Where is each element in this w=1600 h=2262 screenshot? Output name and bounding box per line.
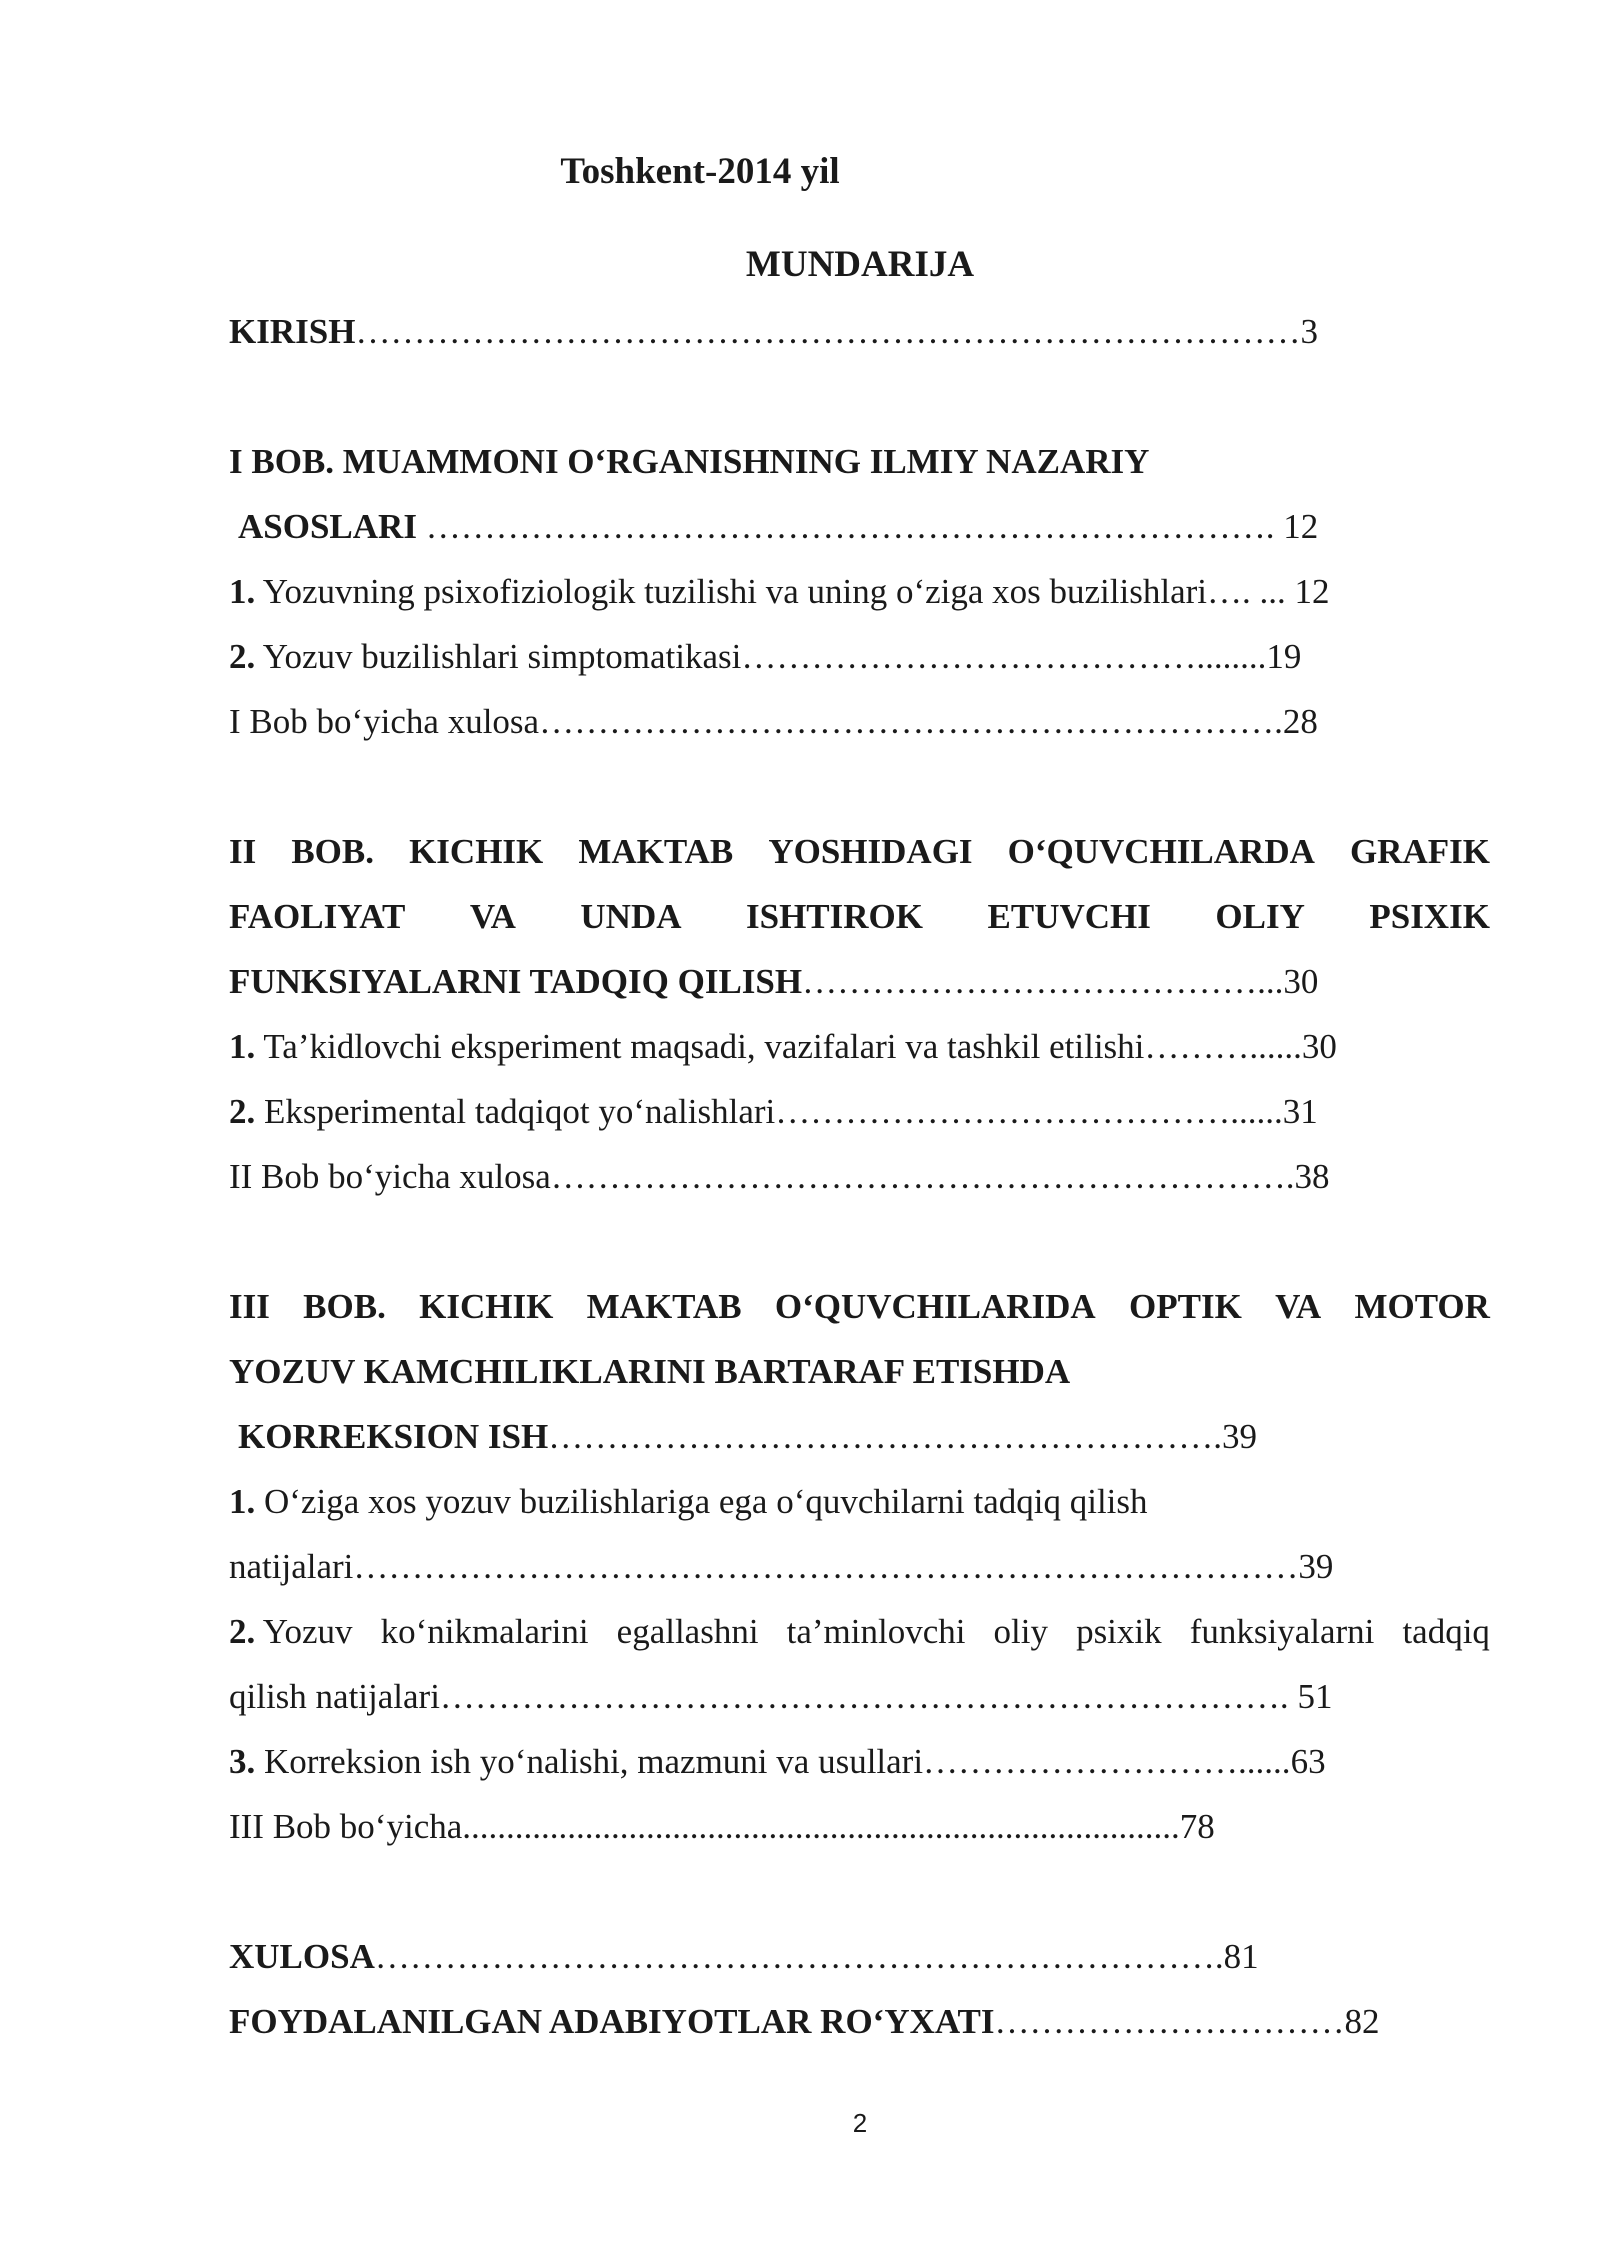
toc-entry-chapter1-summary[interactable] xyxy=(229,702,1318,742)
toc-chapter3-title-line2[interactable]: YOZUV KAMCHILIKLARINI BARTARAF ETISHDA xyxy=(229,1352,1071,1391)
toc-entry-label: KORREKSION ISH xyxy=(238,1417,549,1456)
title-word: MAKTAB xyxy=(586,1287,742,1326)
item-word: oliy xyxy=(993,1612,1048,1651)
toc-leader: ………………………………………………………………. xyxy=(416,507,1284,546)
toc-item-text: Ta’kidlovchi eksperiment maqsadi, vazifalari va tashkil etilishi………...... xyxy=(255,1027,1302,1066)
toc-item-number: 1. xyxy=(229,1482,256,1521)
toc-entry-3-3[interactable] xyxy=(229,1742,1326,1782)
toc-page-number: 82 xyxy=(1344,2002,1380,2041)
toc-entry-1-1[interactable] xyxy=(229,572,1329,612)
toc-entry-1-2[interactable] xyxy=(229,637,1301,677)
toc-entry-2-2[interactable] xyxy=(229,1092,1318,1132)
toc-item-text: Yozuv buzilishlari simptomatikasi…………………………………........ xyxy=(255,637,1267,676)
toc-entry-references[interactable] xyxy=(229,2002,1380,2042)
toc-item-number: 2. xyxy=(229,637,256,676)
toc-item-text: Eksperimental tadqiqot yo‘nalishlari…………………………………...... xyxy=(255,1092,1283,1131)
title-word: GRAFIK xyxy=(1349,832,1490,871)
toc-chapter2-title-line3[interactable] xyxy=(229,962,1318,1002)
title-word: O‘QUVCHILARDA xyxy=(1007,832,1315,871)
toc-item-text: Yozuvning psixofiziologik tuzilishi va uning o‘ziga xos buzilishlari…. ... xyxy=(255,572,1295,611)
toc-chapter2-title-line2[interactable] xyxy=(229,897,1490,937)
toc-entry-2-1[interactable] xyxy=(229,1027,1337,1067)
toc-item-number: 3. xyxy=(229,1742,256,1781)
title-word: YOSHIDAGI xyxy=(768,832,973,871)
toc-leader: ………………………………………………………………. xyxy=(374,1937,1224,1976)
toc-page-number: 81 xyxy=(1223,1937,1259,1976)
toc-item-number: 1. xyxy=(229,572,256,611)
toc-item-number: 2. xyxy=(229,1612,256,1651)
title-word: OPTIK xyxy=(1129,1287,1242,1326)
toc-item-text: O‘ziga xos yozuv buzilishlariga ega o‘quvchilarni tadqiq qilish xyxy=(255,1482,1148,1521)
toc-entry-intro[interactable] xyxy=(229,312,1318,352)
toc-item-text: I Bob bo‘yicha xulosa………………………………………………………. xyxy=(229,702,1283,741)
toc-chapter1-title-line2[interactable] xyxy=(238,507,1318,547)
title-word: O‘QUVCHILARIDA xyxy=(774,1287,1096,1326)
title-word: BOB. xyxy=(303,1287,386,1326)
title-word: MAKTAB xyxy=(578,832,734,871)
toc-entry-chapter2-summary[interactable] xyxy=(229,1157,1329,1197)
toc-page-number: 28 xyxy=(1282,702,1318,741)
toc-leader: …………………………………... xyxy=(802,962,1284,1001)
toc-page-number: 39 xyxy=(1298,1547,1334,1586)
item-word: tadqiq xyxy=(1402,1612,1490,1651)
title-word: FAOLIYAT xyxy=(229,897,406,936)
city-year-heading: Toshkent-2014 yil xyxy=(560,151,840,192)
toc-leader: ………………………… xyxy=(994,2002,1345,2041)
toc-page-number: 31 xyxy=(1282,1092,1318,1131)
title-word: ISHTIROK xyxy=(746,897,923,936)
toc-item-text: natijalari……………………………………………………………………… xyxy=(229,1547,1299,1586)
toc-page-number: 12 xyxy=(1283,507,1319,546)
toc-entry-label: FOYDALANILGAN ADABIYOTLAR RO‘YXATI xyxy=(229,2002,995,2041)
title-word: II xyxy=(229,832,257,871)
toc-item-number: 1. xyxy=(229,1027,256,1066)
title-word: UNDA xyxy=(580,897,682,936)
title-word: PSIXIK xyxy=(1369,897,1490,936)
item-word: ta’minlovchi xyxy=(786,1612,966,1651)
title-word: ETUVCHI xyxy=(987,897,1151,936)
toc-entry-3-1-line1[interactable] xyxy=(229,1482,1148,1522)
toc-entry-conclusion[interactable] xyxy=(229,1937,1259,1977)
toc-page-number: 38 xyxy=(1294,1157,1330,1196)
title-word: VA xyxy=(1275,1287,1322,1326)
toc-entry-label: KIRISH xyxy=(229,312,356,351)
page-number: 2 xyxy=(852,2108,868,2138)
toc-page-number: 19 xyxy=(1266,637,1302,676)
toc-entry-label: ASOSLARI xyxy=(238,507,417,546)
toc-item-text: Korreksion ish yo‘nalishi, mazmuni va usullari………………………...... xyxy=(255,1742,1291,1781)
toc-page-number: 39 xyxy=(1221,1417,1257,1456)
toc-page-number: 30 xyxy=(1283,962,1319,1001)
item-word: ko‘nikmalarini xyxy=(380,1612,589,1651)
item-word: Yozuv xyxy=(262,1612,353,1651)
title-word: MOTOR xyxy=(1354,1287,1490,1326)
toc-page-number: 63 xyxy=(1290,1742,1326,1781)
toc-chapter2-title-line1[interactable] xyxy=(229,832,1490,872)
item-word: egallashni xyxy=(616,1612,759,1651)
toc-page-number: 30 xyxy=(1301,1027,1337,1066)
toc-entry-3-1-line2[interactable] xyxy=(229,1547,1333,1587)
toc-entry-3-2-line2[interactable] xyxy=(229,1677,1332,1717)
toc-item-text: III Bob bo‘yicha.................................................................................. xyxy=(229,1807,1180,1846)
toc-entry-label: FUNKSIYALARNI TADQIQ QILISH xyxy=(229,962,803,1001)
toc-leader: ……………………………………………………………………… xyxy=(355,312,1301,351)
title-word: KICHIK xyxy=(419,1287,554,1326)
toc-entry-3-2-line1[interactable] xyxy=(229,1612,1490,1652)
toc-item-number: 2. xyxy=(229,1092,256,1131)
toc-page-number: 3 xyxy=(1300,312,1318,351)
toc-entry-chapter3-summary[interactable] xyxy=(229,1807,1215,1847)
title-word: BOB. xyxy=(291,832,374,871)
item-word: psixik xyxy=(1076,1612,1162,1651)
toc-chapter3-title-line1[interactable] xyxy=(229,1287,1490,1327)
item-word: funksiyalarni xyxy=(1189,1612,1375,1651)
title-word: III xyxy=(229,1287,270,1326)
title-word: OLIY xyxy=(1215,897,1305,936)
toc-page-number: 78 xyxy=(1179,1807,1215,1846)
toc-item-text: qilish natijalari………………………………………………………………. xyxy=(229,1677,1298,1716)
toc-chapter3-title-line3[interactable] xyxy=(238,1417,1257,1457)
toc-page-number: 51 xyxy=(1297,1677,1333,1716)
title-word: KICHIK xyxy=(409,832,544,871)
toc-item-text: II Bob bo‘yicha xulosa………………………………………………………. xyxy=(229,1157,1295,1196)
table-of-contents-title: MUNDARIJA xyxy=(745,244,975,285)
toc-page-number: 12 xyxy=(1294,572,1330,611)
toc-chapter1-title-line1[interactable]: I BOB. MUAMMONI O‘RGANISHNING ILMIY NAZARIY xyxy=(229,442,1150,481)
toc-leader: …………………………………………………. xyxy=(548,1417,1222,1456)
title-word: VA xyxy=(469,897,516,936)
toc-entry-label: XULOSA xyxy=(229,1937,375,1976)
